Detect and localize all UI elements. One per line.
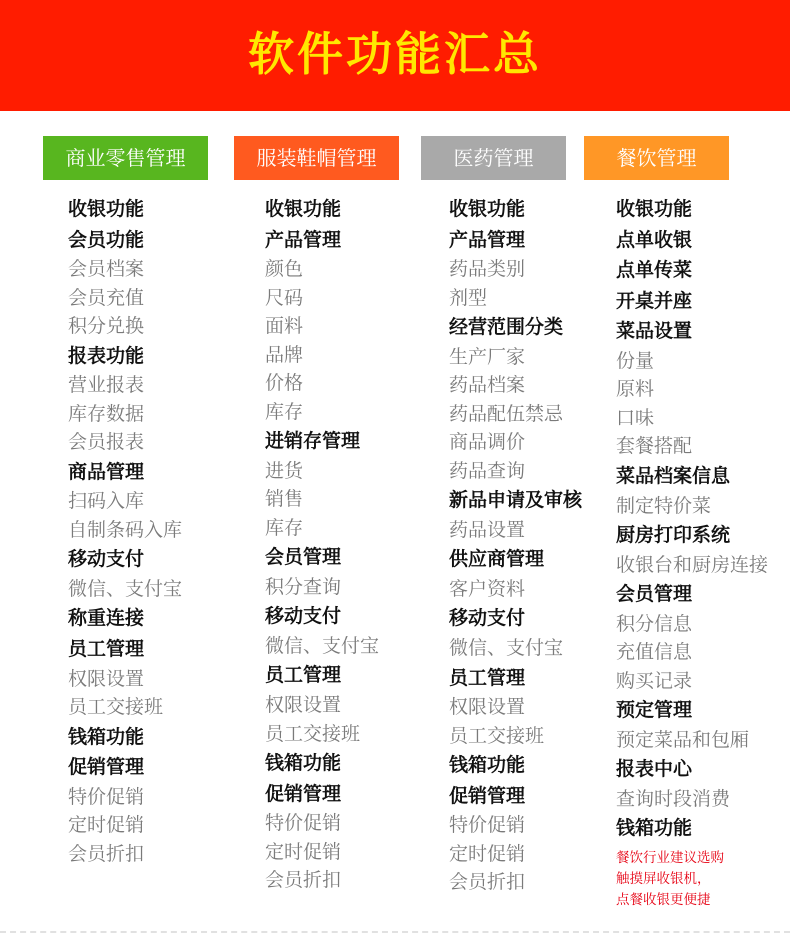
feature-item: 购买记录 xyxy=(616,669,693,692)
feature-heading: 厨房打印系统 xyxy=(616,524,731,547)
header-retail: 商业零售管理 xyxy=(43,136,208,180)
feature-item: 员工交接班 xyxy=(449,724,545,747)
feature-item: 权限设置 xyxy=(265,694,342,717)
feature-list-retail xyxy=(68,194,182,868)
feature-heading: 促销管理 xyxy=(265,782,342,805)
column-apparel xyxy=(234,136,399,892)
feature-heading: 点单传菜 xyxy=(616,259,693,282)
feature-item: 会员报表 xyxy=(68,431,145,454)
feature-heading: 点单收银 xyxy=(616,228,693,251)
feature-heading: 供应商管理 xyxy=(449,548,545,571)
feature-heading: 钱箱功能 xyxy=(265,752,342,775)
feature-item: 会员折扣 xyxy=(449,871,526,894)
header-catering: 餐饮管理 xyxy=(584,136,729,180)
feature-item: 营业报表 xyxy=(68,374,145,397)
feature-item: 面料 xyxy=(265,315,304,338)
column-pharmacy xyxy=(421,136,583,894)
feature-item: 员工交接班 xyxy=(68,696,164,719)
feature-heading: 收银功能 xyxy=(265,198,342,220)
feature-item: 定时促销 xyxy=(265,840,342,863)
feature-item: 微信、支付宝 xyxy=(449,637,564,660)
feature-item: 原料 xyxy=(616,378,655,401)
feature-item: 药品档案 xyxy=(449,374,526,397)
note-line: 餐饮行业建议选购 xyxy=(616,850,724,867)
feature-item: 充值信息 xyxy=(616,641,693,664)
feature-item: 积分兑换 xyxy=(68,315,145,338)
feature-item: 生产厂家 xyxy=(449,345,526,368)
feature-item: 积分信息 xyxy=(616,612,693,635)
feature-item: 员工交接班 xyxy=(265,722,361,745)
feature-heading: 开桌并座 xyxy=(616,289,693,312)
feature-item: 特价促销 xyxy=(449,814,526,837)
feature-item: 口味 xyxy=(616,406,655,429)
feature-item: 价格 xyxy=(265,372,304,395)
feature-heading: 产品管理 xyxy=(265,228,342,251)
feature-heading: 会员管理 xyxy=(265,546,342,569)
feature-item: 库存 xyxy=(265,516,304,539)
feature-heading: 移动支付 xyxy=(265,605,342,628)
feature-item: 剂型 xyxy=(449,286,488,309)
feature-list-catering xyxy=(616,194,768,911)
feature-item: 查询时段消费 xyxy=(616,787,731,810)
feature-item: 库存数据 xyxy=(68,402,145,425)
note-line: 点餐收银更便捷 xyxy=(616,892,711,909)
feature-item: 微信、支付宝 xyxy=(68,577,183,600)
feature-heading: 商品管理 xyxy=(68,460,145,483)
feature-item: 库存 xyxy=(265,400,304,423)
header-apparel: 服装鞋帽管理 xyxy=(234,136,399,180)
feature-list-pharmacy xyxy=(449,194,582,897)
feature-item: 颜色 xyxy=(265,258,304,281)
feature-item: 销售 xyxy=(265,488,304,511)
feature-item: 特价促销 xyxy=(265,812,342,835)
feature-heading: 进销存管理 xyxy=(265,430,361,453)
feature-item: 套餐搭配 xyxy=(616,435,693,458)
feature-heading: 员工管理 xyxy=(68,638,145,661)
feature-item: 制定特价菜 xyxy=(616,494,712,517)
feature-heading: 新品申请及审核 xyxy=(449,489,583,512)
feature-item: 微信、支付宝 xyxy=(265,634,380,657)
feature-heading: 钱箱功能 xyxy=(68,725,145,748)
feature-heading: 促销管理 xyxy=(449,784,526,807)
feature-heading: 经营范围分类 xyxy=(449,316,564,339)
title-banner xyxy=(0,0,790,111)
feature-item: 特价促销 xyxy=(68,785,145,808)
feature-heading: 菜品设置 xyxy=(616,320,693,343)
feature-item: 药品查询 xyxy=(449,459,526,482)
feature-heading: 会员管理 xyxy=(616,583,693,606)
feature-heading: 菜品档案信息 xyxy=(616,464,731,487)
feature-list-apparel xyxy=(265,194,379,895)
feature-heading: 移动支付 xyxy=(449,607,526,630)
feature-heading: 会员功能 xyxy=(68,228,145,251)
feature-heading: 收银功能 xyxy=(616,198,693,220)
bottom-divider xyxy=(0,931,790,933)
feature-heading: 报表中心 xyxy=(616,758,693,781)
feature-heading: 钱箱功能 xyxy=(449,754,526,777)
feature-item: 定时促销 xyxy=(68,814,145,837)
feature-item: 品牌 xyxy=(265,343,304,366)
recommendation-note xyxy=(616,848,768,911)
feature-item: 扫码入库 xyxy=(68,490,145,513)
feature-item: 会员充值 xyxy=(68,286,145,309)
feature-item: 权限设置 xyxy=(449,696,526,719)
feature-item: 药品配伍禁忌 xyxy=(449,402,564,425)
note-line: 触摸屏收银机， xyxy=(616,871,711,888)
feature-item: 自制条码入库 xyxy=(68,518,183,541)
feature-item: 权限设置 xyxy=(68,667,145,690)
page-title: 软件功能汇总 xyxy=(248,27,542,81)
feature-item: 会员折扣 xyxy=(265,869,342,892)
feature-heading: 收银功能 xyxy=(68,198,145,220)
header-pharmacy: 医药管理 xyxy=(421,136,566,180)
feature-item: 收银台和厨房连接 xyxy=(616,553,769,576)
column-retail xyxy=(43,136,208,865)
feature-heading: 收银功能 xyxy=(449,198,526,220)
feature-heading: 移动支付 xyxy=(68,548,145,571)
feature-heading: 钱箱功能 xyxy=(616,817,693,840)
feature-heading: 报表功能 xyxy=(68,344,145,367)
feature-item: 进货 xyxy=(265,459,304,482)
feature-item: 份量 xyxy=(616,349,655,372)
feature-item: 定时促销 xyxy=(449,842,526,865)
feature-heading: 促销管理 xyxy=(68,756,145,779)
feature-item: 尺码 xyxy=(265,286,304,309)
feature-heading: 产品管理 xyxy=(449,228,526,251)
feature-item: 会员折扣 xyxy=(68,842,145,865)
feature-item: 药品类别 xyxy=(449,258,526,281)
feature-heading: 员工管理 xyxy=(449,666,526,689)
feature-item: 客户资料 xyxy=(449,577,526,600)
column-catering xyxy=(584,136,769,909)
feature-heading: 员工管理 xyxy=(265,664,342,687)
feature-heading: 称重连接 xyxy=(68,607,145,630)
feature-item: 积分查询 xyxy=(265,575,342,598)
feature-item: 预定菜品和包厢 xyxy=(616,728,750,751)
feature-item: 药品设置 xyxy=(449,518,526,541)
feature-heading: 预定管理 xyxy=(616,699,693,722)
feature-item: 会员档案 xyxy=(68,258,145,281)
feature-item: 商品调价 xyxy=(449,431,526,454)
